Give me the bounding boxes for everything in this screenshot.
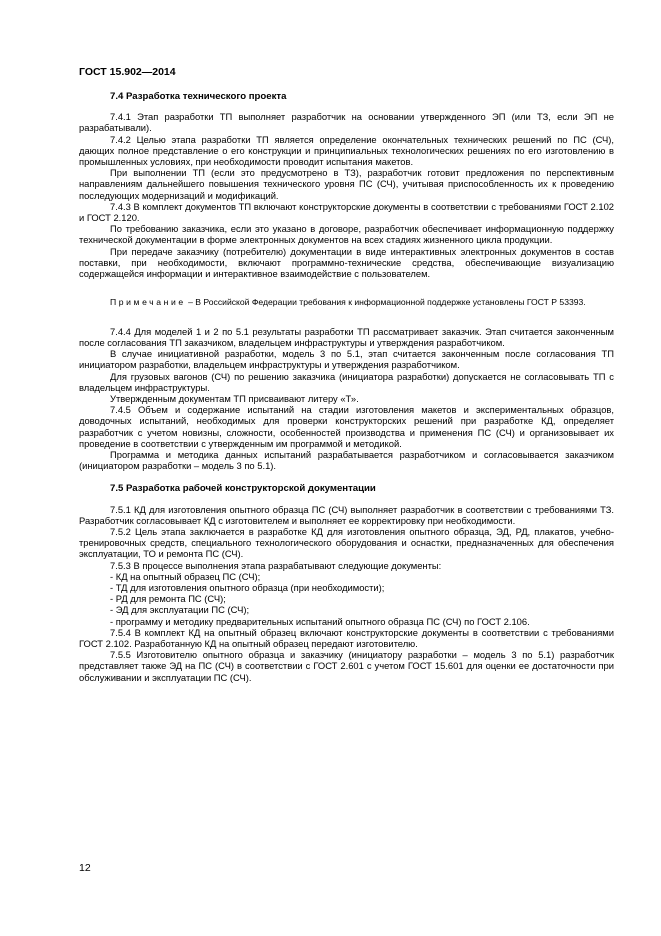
paragraph: Программа и методика данных испытаний разрабатывается разработчиком и согласовывается заказчиком (инициатором разработки – модель 3 по 5.1). [79,448,614,472]
list-item: - программу и методику предварительных испытаний опытного образца ПС (СЧ) по ГОСТ 2.106. [110,615,530,627]
paragraph: 7.5.1 КД для изготовления опытного образца ПС (СЧ) выполняет разработчик в соответствии с требованиями ТЗ. Разработчик согласовывает КД с изготовителем и выполняет ее корректировку при необходимости. [79,503,614,526]
paragraph: Утвержденным документам ТП присваивают литеру «Т». [110,392,359,404]
note-label: Примечание [110,297,186,308]
list-item: - ЭД для эксплуатации ПС (СЧ); [110,604,250,616]
page-number: 12 [79,862,91,874]
note-text: – В Российской Федерации требования к информационной поддержке установлены ГОСТ Р 53393. [185,297,586,308]
section-7-4-title: 7.4 Разработка технического проекта [110,91,287,102]
paragraph: По требованию заказчика, если это указано в договоре, разработчик обеспечивает информационную поддержку технической документации в форме электронных документов на всех стадиях жизненного цикла продукции. [79,223,614,246]
list-item: - КД на опытный образец ПС (СЧ); [110,570,261,582]
document-header: ГОСТ 15.902—2014 [79,66,176,78]
page-body [79,91,614,683]
paragraph: 7.5.4 В комплект КД на опытный образец включают конструкторские документы в соответствии с требованиями ГОСТ 2.102. Разработанную КД на опытный образец передают изготовителю. [79,626,614,650]
paragraph: 7.4.4 Для моделей 1 и 2 по 5.1 результаты разработки ТП рассматривает заказчик. Этап считается законченным после согласования ТП заказчиком, владельцем инфраструктуры и утверждения разработчиком. [79,325,614,348]
paragraph: 7.4.3 В комплект документов ТП включают конструкторские документы в соответствии с требованиями ГОСТ 2.102 и ГОСТ 2.120. [79,200,614,224]
paragraph: 7.4.1 Этап разработки ТП выполняет разработчик на основании утвержденного ЭП (или ТЗ, если ЭП не разрабатывали). [79,111,614,134]
note [79,297,614,308]
paragraph: При передаче заказчику (потребителю) документации в виде интерактивных электронных документов в состав поставки, при необходимости, включают программно-технические средства, обеспечивающие визуализацию содержащейся информации и интерактивное взаимодействие с пользователем. [79,245,614,280]
section-7-5-title: 7.5 Разработка рабочей конструкторской документации [110,483,376,495]
paragraph: 7.5.3 В процессе выполнения этапа разрабатывают следующие документы: [110,559,442,571]
paragraph: 7.4.2 Целью этапа разработки ТП является определение окончательных технических решений по ПС (СЧ), дающих полное представление о его конструкции и принципиальных технологических решениях по его изготовлению в промышленных условиях, при необходимости проводит испытания макетов. [79,133,614,168]
list-item: - ТД для изготовления опытного образца (при необходимости); [110,582,385,594]
paragraph: 7.5.2 Цель этапа заключается в разработке КД для изготовления опытного образца, ЭД, РД, плакатов, учебно-тренировочных средств, специального технологического оборудования и оснастки, предназначенных для обеспечения эксплуатации, ТО и ремонта ПС (СЧ). [79,526,614,560]
list-item: - РД для ремонта ПС (СЧ); [110,593,226,605]
paragraph: Для грузовых вагонов (СЧ) по решению заказчика (инициатора разработки) допускается не согласовывать ТП с владельцем инфраструктуры. [79,370,614,393]
paragraph: При выполнении ТП (если это предусмотрено в ТЗ), разработчик готовит предложения по перспективным направлениям дальнейшего повышения технического уровня ПС (СЧ), учитывая приспособленность их к проведению последующих модернизаций и модификаций. [79,167,614,201]
paragraph: 7.5.5 Изготовителю опытного образца и заказчику (инициатору разработки – модель 3 по 5.1) разработчик представляет также ЭД на ПС (СЧ) в соответствии с ГОСТ 2.601 с учетом ГОСТ 15.601 для оценки ее достаточности при обслуживании и эксплуатации ПС (СЧ). [79,649,614,683]
paragraph: В случае инициативной разработки, модель 3 по 5.1, этап считается законченным после согласования ТП инициатором разработки, владельцем инфраструктуры и утверждения разработчиком. [79,348,614,371]
paragraph: 7.4.5 Объем и содержание испытаний на стадии изготовления макетов и экспериментальных образцов, доводочных испытаний, необходимых для проверки конструкторских решений при разработке КД, определяет разработчик с учетом новизны, сложности, особенностей производства и применения ПС (СЧ) и организовывает их проведение в соответствии с утвержденным им программой и методикой. [79,404,614,449]
